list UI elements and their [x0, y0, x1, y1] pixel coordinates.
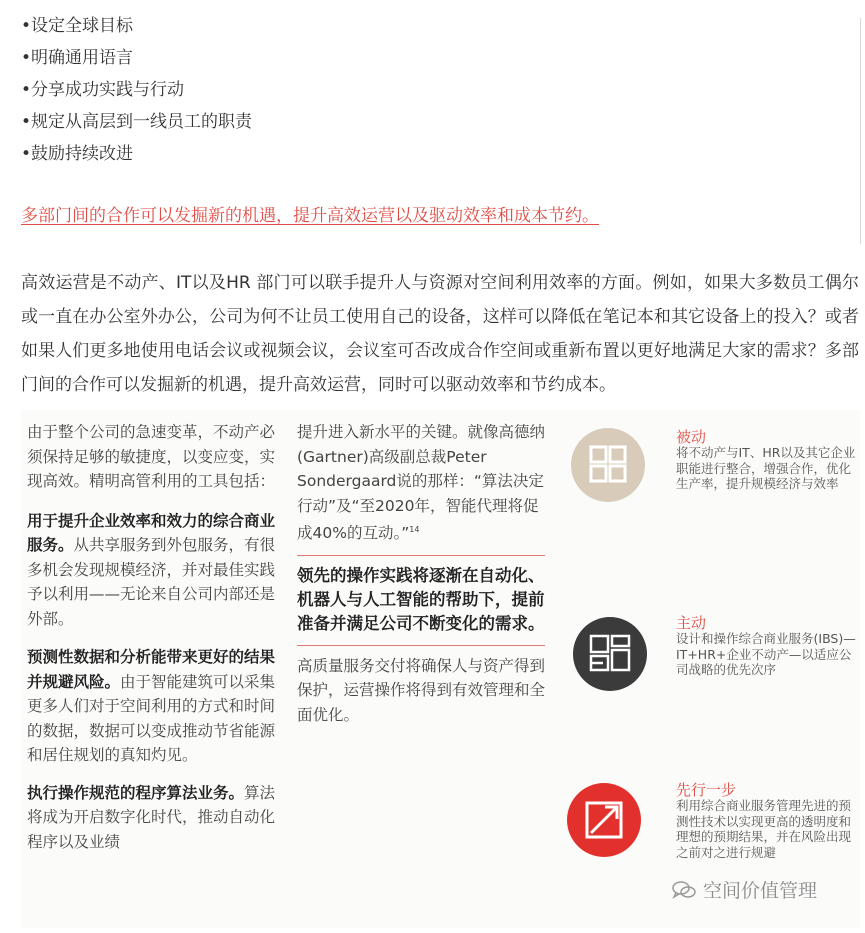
col2-intro — [297, 420, 545, 546]
infographic-image — [21, 410, 860, 928]
col1-item-3-text: 算法将成为开启数字化时代，推动自动化程序以及业绩 — [27, 783, 276, 851]
col2-tail: 高质量服务交付将确保人与资产得到保护，运营操作将得到有效管理和全面优化。 — [297, 656, 546, 724]
col1-item-1-heading: 用于提升企业效率和效力的综合商业服务。 — [27, 511, 276, 554]
right-border-line — [860, 18, 861, 244]
footnote-marker: 14 — [409, 525, 420, 534]
side-title-active: 主动 — [676, 614, 707, 632]
puzzle-blocks-icon — [573, 617, 647, 691]
side-body-active: 设计和操作综合商业服务(IBS)—IT+HR+企业不动产—以适应公司战略的优先次序 — [676, 631, 856, 677]
col2-lead: 领先的操作实践将逐渐在自动化、机器人与人工智能的帮助下，提前准备并满足公司不断变化的需求。 — [297, 565, 545, 633]
infographic-column-1 — [27, 420, 279, 854]
bullet-item: •设定全球目标 — [21, 16, 134, 36]
side-title-ahead: 先行一步 — [676, 781, 737, 799]
col1-intro: 由于整个公司的急速变革，不动产必须保持足够的敏捷度，以变应变，实现高效。精明高管利用的工具包括： — [27, 423, 276, 490]
col1-item-2-text: 由于智能建筑可以采集更多人们对于空间利用的方式和时间的数据，数据可以变成推动节省能源和居住规划的真知灼见。 — [27, 672, 276, 764]
col1-item-1-text: 从共享服务到外包服务，有很多机会发现规模经济，并对最佳实践予以利用——无论来自公司内部还是外部。 — [27, 536, 276, 628]
highlight-sentence: 多部门间的合作可以发掘新的机遇，提升高效运营以及驱动效率和成本节约。 — [21, 206, 599, 226]
bullet-item: •分享成功实践与行动 — [21, 80, 185, 100]
grid-squares-icon — [571, 428, 645, 502]
watermark — [671, 876, 817, 903]
side-title-passive: 被动 — [676, 428, 707, 446]
watermark-text: 空间价值管理 — [703, 880, 818, 902]
infographic-column-2 — [297, 420, 545, 727]
col1-item-2 — [27, 645, 279, 768]
divider — [297, 645, 545, 646]
bullet-item: •明确通用语言 — [21, 48, 134, 68]
col1-item-1 — [27, 509, 279, 632]
arrow-up-right-icon — [567, 783, 641, 857]
bullet-item: •鼓励持续改进 — [21, 144, 134, 164]
side-body-passive: 将不动产与IT、HR以及其它企业职能进行整合，增强合作，优化生产率，提升规模经济与效率 — [676, 445, 856, 491]
col2-intro-text: 提升进入新水平的关键。就像高德纳(Gartner)高级副总裁Peter Sondergaard说的那样：“算法决定行动”及“至2020年，智能代理将促成40%的互动。” — [297, 423, 546, 543]
side-body-ahead: 利用综合商业服务管理先进的预测性技术以实现更高的透明度和理想的预期结果，并在风险出现之前对之进行规避 — [676, 798, 852, 860]
bullet-list — [21, 10, 252, 170]
divider — [297, 555, 545, 556]
col1-item-3-heading: 执行操作规范的程序算法业务。 — [27, 783, 245, 802]
bullet-item: •规定从高层到一线员工的职责 — [21, 112, 253, 132]
col1-item-3 — [27, 781, 279, 855]
col1-item-2-heading: 预测性数据和分析能带来更好的结果并规避风险。 — [27, 648, 276, 691]
chat-bubble-icon — [671, 880, 697, 900]
body-paragraph: 高效运营是不动产、IT以及HR 部门可以联手提升人与资源对空间利用效率的方面。例如，如果大多数员工偶尔或一直在办公室外办公，公司为何不让员工使用自己的设备，这样可以降低在笔记本和其它设备上的投入？或者如果人们更多地使用电话会议或视频会议，会议室可否改成合作空间或重新布置以更好地满足大家的需求？多部门间的合作可以发掘新的机遇，提升高效运营，同时可以驱动效率和节约成本。 — [21, 273, 859, 395]
